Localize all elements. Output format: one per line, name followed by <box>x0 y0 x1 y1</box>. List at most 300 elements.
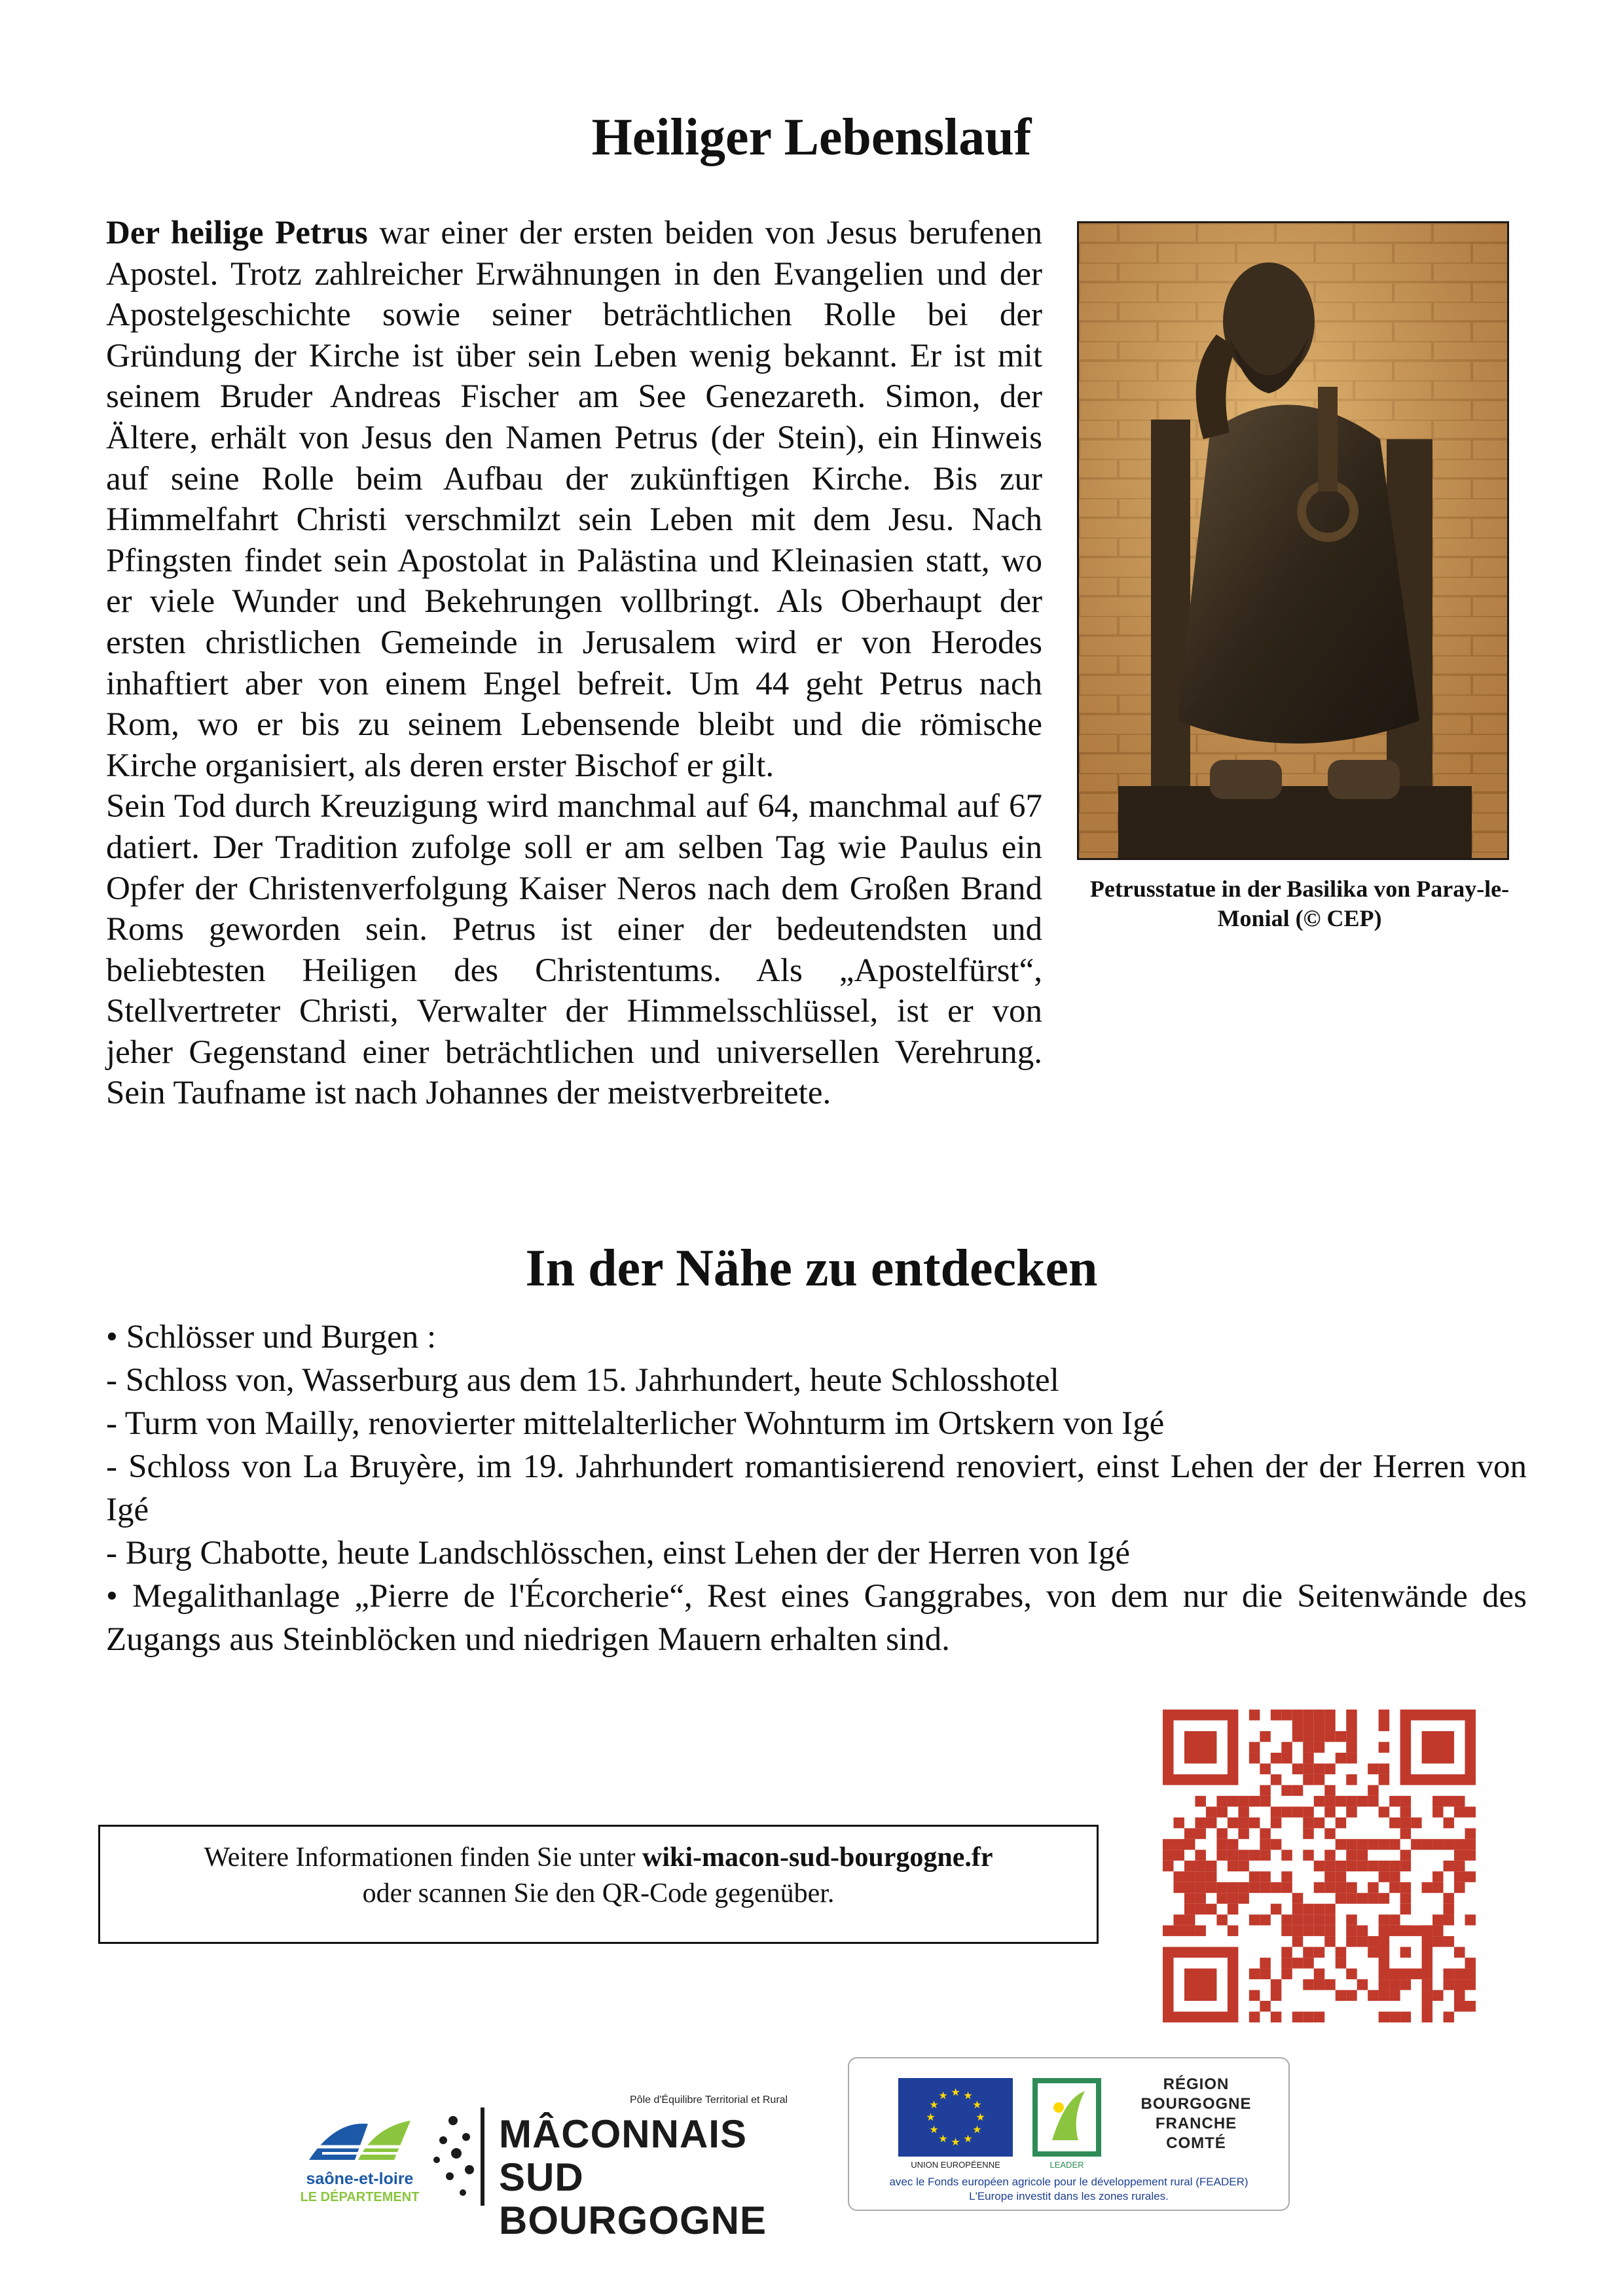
qr-module <box>1281 1871 1292 1882</box>
saone-et-loire-logo <box>296 2114 424 2206</box>
qr-module <box>1195 1861 1205 1871</box>
info-box <box>98 1825 1099 1944</box>
maconnais-line2: SUD BOURGOGNE <box>499 2155 767 2242</box>
qr-module <box>1346 1710 1357 1720</box>
qr-module <box>1281 1753 1292 1763</box>
qr-module <box>1444 1904 1454 1914</box>
qr-module <box>1260 1871 1270 1882</box>
qr-module <box>1389 1871 1400 1882</box>
qr-module <box>1444 2012 1454 2022</box>
region-line: RÉGION <box>1163 2075 1230 2093</box>
qr-module <box>1422 1882 1432 1893</box>
qr-module <box>1314 1882 1324 1893</box>
qr-module <box>1292 1893 1303 1903</box>
qr-module <box>1249 1742 1260 1752</box>
qr-module <box>1324 1731 1335 1742</box>
qr-module <box>1454 2001 1465 2011</box>
qr-module <box>1216 1850 1227 1860</box>
qr-module <box>1303 1979 1313 1990</box>
eu-star-icon: ★ <box>929 2125 939 2136</box>
qr-module <box>1357 1861 1368 1871</box>
qr-module <box>1195 1893 1205 1903</box>
qr-module <box>1400 1882 1411 1893</box>
qr-module <box>1228 1796 1238 1806</box>
qr-module <box>1454 1871 1465 1882</box>
qr-module <box>1216 1893 1227 1903</box>
qr-module <box>1444 1818 1454 1828</box>
qr-module <box>1454 1861 1465 1871</box>
qr-module <box>1400 2012 1411 2022</box>
qr-module <box>1324 1882 1335 1893</box>
region-logo <box>1124 2075 1268 2153</box>
qr-module <box>1292 1785 1303 1795</box>
nearby-list <box>106 1316 1527 1661</box>
info-line-2: oder scannen Sie den QR-Code gegenüber. <box>362 1878 835 1909</box>
qr-module <box>1400 1979 1411 1990</box>
qr-module <box>1465 1806 1476 1817</box>
qr-module <box>1400 1861 1411 1871</box>
qr-module <box>1281 1926 1292 1936</box>
qr-module <box>1336 1818 1346 1828</box>
qr-module <box>1454 1850 1465 1860</box>
qr-module <box>1368 1763 1378 1774</box>
qr-module <box>1260 1850 1270 1860</box>
qr-module <box>1303 1828 1313 1839</box>
qr-module <box>1303 1720 1313 1731</box>
eu-star-icon: ★ <box>963 2133 973 2145</box>
qr-module <box>1271 1818 1281 1828</box>
qr-module <box>1271 1774 1281 1785</box>
qr-module <box>1184 1731 1216 1763</box>
qr-module <box>1400 1947 1411 1958</box>
qr-module <box>1379 1914 1389 1925</box>
qr-module <box>1195 1871 1205 1882</box>
qr-module <box>1163 1926 1173 1936</box>
qr-module <box>1260 1785 1270 1795</box>
qr-module <box>1303 1753 1313 1763</box>
eu-star-icon: ★ <box>951 2137 960 2148</box>
qr-module <box>1379 1806 1389 1817</box>
qr-module <box>1346 1861 1357 1871</box>
qr-module <box>1324 1828 1335 1839</box>
nearby-title: In der Nähe zu entdecken <box>525 1240 1098 1297</box>
qr-module <box>1379 1839 1389 1850</box>
list-item: - Turm von Mailly, renovierter mittelalterlicher Wohnturm im Ortskern von Igé <box>106 1405 1165 1442</box>
qr-module <box>1379 1893 1389 1903</box>
qr-module <box>1238 1806 1249 1817</box>
saone-name: saône-et-loire <box>306 2170 414 2188</box>
qr-module <box>1271 1806 1281 1817</box>
qr-module <box>1173 1839 1184 1850</box>
qr-module <box>1368 1785 1378 1795</box>
qr-module <box>1314 1731 1324 1742</box>
qr-module <box>1411 1839 1421 1850</box>
maconnais-line1: MÂCONNAIS <box>499 2112 747 2156</box>
qr-module <box>1357 1926 1368 1936</box>
qr-module <box>1281 1850 1292 1860</box>
qr-module <box>1249 1796 1260 1806</box>
qr-module <box>1368 1990 1378 2001</box>
qr-module <box>1368 1861 1378 1871</box>
region-line: COMTÉ <box>1166 2134 1226 2152</box>
qr-module <box>1173 1882 1184 1893</box>
qr-module <box>1379 2012 1389 2022</box>
qr-module <box>1314 1914 1324 1925</box>
qr-module <box>1346 1969 1357 1979</box>
eu-star-icon: ★ <box>972 2125 982 2136</box>
qr-module <box>1454 1947 1465 1958</box>
qr-module <box>1324 1806 1335 1817</box>
qr-module <box>1411 1818 1421 1828</box>
maconnais-logo <box>427 2088 833 2242</box>
qr-module <box>1184 1839 1195 1850</box>
qr-module <box>1281 1785 1292 1795</box>
qr-module <box>1357 1893 1368 1903</box>
qr-module <box>1195 1796 1205 1806</box>
qr-module <box>1432 1839 1443 1850</box>
qr-module <box>1249 1990 1260 2001</box>
qr-module <box>1260 1828 1270 1839</box>
qr-module <box>1184 1828 1195 1839</box>
eu-star-icon: ★ <box>963 2090 973 2102</box>
qr-module <box>1379 1720 1389 1731</box>
qr-module <box>1271 1839 1281 1850</box>
qr-module <box>1454 1839 1465 1850</box>
qr-module <box>1346 1839 1357 1850</box>
page-title: Heiliger Lebenslauf <box>591 109 1032 166</box>
qr-module <box>1314 1710 1324 1720</box>
qr-module <box>1292 1763 1303 1774</box>
qr-module <box>1281 1742 1292 1752</box>
qr-module <box>1303 1958 1313 1968</box>
qr-module <box>1249 1710 1260 1720</box>
qr-module <box>1465 1850 1476 1860</box>
qr-module <box>1163 1839 1173 1850</box>
qr-module <box>1260 1796 1270 1806</box>
qr-module <box>1303 1742 1313 1752</box>
qr-module <box>1271 1979 1281 1990</box>
qr-module <box>1216 1839 1227 1850</box>
qr-module <box>1271 1990 1281 2001</box>
qr-module <box>1303 1947 1313 1958</box>
qr-module <box>1173 1818 1184 1828</box>
qr-module <box>1228 1861 1238 1871</box>
qr-module <box>1271 1753 1281 1763</box>
qr-module <box>1379 1710 1389 1720</box>
eu-star-icon: ★ <box>938 2133 948 2145</box>
qr-module <box>1400 1850 1411 1860</box>
qr-module <box>1432 1914 1443 1925</box>
qr-module <box>1324 1871 1335 1882</box>
qr-module <box>1346 1742 1357 1752</box>
qr-module <box>1368 1796 1378 1806</box>
qr-module <box>1271 1904 1281 1914</box>
eu-star-icon: ★ <box>976 2112 985 2123</box>
qr-module <box>1238 1861 1249 1871</box>
qr-module <box>1454 1969 1465 1979</box>
qr-module <box>1324 1936 1335 1946</box>
qr-module <box>1184 1926 1195 1936</box>
qr-module <box>1184 1871 1195 1882</box>
qr-module <box>1346 1806 1357 1817</box>
qr-module <box>1314 1796 1324 1806</box>
qr-module <box>1303 1904 1313 1914</box>
qr-module <box>1379 1979 1389 1990</box>
qr-module <box>1281 1882 1292 1893</box>
qr-module <box>1303 1818 1313 1828</box>
qr-module <box>1238 1850 1249 1860</box>
qr-module <box>1228 1839 1238 1850</box>
qr-module <box>1249 1818 1260 1828</box>
qr-module <box>1249 1850 1260 1860</box>
qr-module <box>1336 1796 1346 1806</box>
qr-module <box>1324 1904 1335 1914</box>
qr-code[interactable] <box>1163 1710 1476 2022</box>
qr-module <box>1336 1893 1346 1903</box>
qr-module <box>1173 1850 1184 1860</box>
qr-module <box>1314 1742 1324 1752</box>
qr-module <box>1292 1710 1303 1720</box>
qr-module <box>1163 1850 1173 1860</box>
website-link[interactable]: wiki-macon-sud-bourgogne.fr <box>642 1842 993 1873</box>
qr-module <box>1195 1828 1205 1839</box>
leader-label: LEADER <box>1049 2160 1084 2170</box>
qr-module <box>1314 1720 1324 1731</box>
qr-module <box>1400 1806 1411 1817</box>
qr-module <box>1238 1882 1249 1893</box>
list-item: - Schloss von, Wasserburg aus dem 15. Jahrhundert, heute Schlosshotel <box>106 1362 1059 1399</box>
qr-module <box>1336 1731 1346 1742</box>
qr-module <box>1400 1828 1411 1839</box>
qr-module <box>1249 1914 1260 1925</box>
qr-module <box>1324 1850 1335 1860</box>
qr-module <box>1292 1731 1303 1742</box>
qr-module <box>1357 1850 1368 1860</box>
qr-module <box>1357 1839 1368 1850</box>
qr-module <box>1465 1828 1476 1839</box>
qr-module <box>1336 1871 1346 1882</box>
qr-module <box>1292 2012 1303 2022</box>
qr-module <box>1379 1742 1389 1752</box>
qr-module <box>1324 1720 1335 1731</box>
eu-fund-text: avec le Fonds européen agricole pour le développement rural (FEADER) <box>889 2176 1249 2188</box>
qr-module <box>1195 1818 1205 1828</box>
qr-module <box>1303 1926 1313 1936</box>
qr-module <box>1357 1936 1368 1946</box>
qr-module <box>1400 1818 1411 1828</box>
qr-module <box>1314 1763 1324 1774</box>
qr-module <box>1292 1936 1303 1946</box>
qr-module <box>1249 1753 1260 1763</box>
qr-module <box>1336 1990 1346 2001</box>
qr-module <box>1249 2012 1260 2022</box>
qr-module <box>1346 1914 1357 1925</box>
biography-paragraph-1 <box>106 213 1042 786</box>
qr-module <box>1444 1969 1454 1979</box>
qr-module <box>1346 1990 1357 2001</box>
qr-module <box>1379 1861 1389 1871</box>
qr-module <box>1216 1882 1227 1893</box>
qr-module <box>1368 1947 1378 1958</box>
qr-module <box>1260 1731 1270 1742</box>
info-prefix: Weitere Informationen finden Sie unter <box>204 1842 642 1873</box>
qr-module <box>1432 1882 1443 1893</box>
qr-module <box>1368 1839 1378 1850</box>
qr-module <box>1389 1796 1400 1806</box>
qr-module <box>1379 1871 1389 1882</box>
qr-module <box>1206 1861 1216 1871</box>
qr-module <box>1454 1806 1465 1817</box>
eu-star-icon: ★ <box>951 2087 960 2098</box>
region-line: BOURGOGNE <box>1140 2095 1252 2113</box>
biography-paragraph-2: Sein Tod durch Kreuzigung wird manchmal auf 64, manchmal auf 67 datiert. Der Tradition zufolge soll er am selben Tag wie Paulus ein Opfer der Christenverfolgung Kaiser Neros nach dem Großen Brand Roms geworden sein. Petrus ist einer der bedeutendsten und beliebtesten Heiligen des Christentums. Als „Apostelfürst“, Stellvertreter Christi, Verwalter der Himmelsschlüssel, ist er von jeher Gegenstand einer beträchtlichen und universellen Verehrung. Sein Taufname ist nach Johannes der meistverbreitete. <box>106 788 1042 1112</box>
qr-module <box>1465 1914 1476 1925</box>
qr-module <box>1292 1806 1303 1817</box>
qr-module <box>1195 1926 1205 1936</box>
qr-module <box>1314 1926 1324 1936</box>
eu-fund-slogan: L'Europe investit dans les zones rurales. <box>969 2190 1169 2202</box>
qr-module <box>1303 1731 1313 1742</box>
qr-module <box>1444 1796 1454 1806</box>
qr-module <box>1173 1926 1184 1936</box>
qr-module <box>1444 1893 1454 1903</box>
qr-module <box>1238 1818 1249 1828</box>
qr-module <box>1314 1774 1324 1785</box>
qr-module <box>1281 1969 1292 1979</box>
qr-module <box>1314 1969 1324 1979</box>
qr-module <box>1336 1839 1346 1850</box>
qr-module <box>1454 1990 1465 2001</box>
qr-module <box>1271 2012 1281 2022</box>
qr-module <box>1454 1882 1465 1893</box>
qr-module <box>1389 1979 1400 1990</box>
qr-module <box>1303 1763 1313 1774</box>
qr-module <box>1389 1882 1400 1893</box>
qr-module <box>1422 1990 1432 2001</box>
qr-module <box>1422 1731 1454 1763</box>
qr-module <box>1422 2012 1432 2022</box>
qr-module <box>1465 2001 1476 2011</box>
qr-module <box>1292 1904 1303 1914</box>
qr-module <box>1389 1861 1400 1871</box>
qr-module <box>1357 1979 1368 1990</box>
qr-module <box>1346 1926 1357 1936</box>
qr-module <box>1216 1914 1227 1925</box>
qr-module <box>1346 1936 1357 1946</box>
qr-module <box>1303 2012 1313 2022</box>
qr-module <box>1260 1882 1270 1893</box>
qr-module <box>1324 1763 1335 1774</box>
qr-module <box>1368 1882 1378 1893</box>
qr-module <box>1336 1861 1346 1871</box>
qr-module <box>1292 1926 1303 1936</box>
qr-module <box>1324 1914 1335 1925</box>
saone-subtitle: LE DÉPARTEMENT <box>300 2190 420 2204</box>
eu-funding-logos <box>848 2057 1290 2211</box>
qr-module <box>1195 1904 1205 1914</box>
qr-module <box>1444 1861 1454 1871</box>
qr-module <box>1324 1710 1335 1720</box>
qr-module <box>1228 1882 1238 1893</box>
qr-module <box>1389 2012 1400 2022</box>
statue-photo <box>1077 221 1509 860</box>
eu-flag-icon <box>898 2078 1013 2157</box>
dots-emblem-icon <box>427 2108 486 2206</box>
qr-module <box>1444 1839 1454 1850</box>
qr-module <box>1249 1882 1260 1893</box>
qr-module <box>1216 1796 1227 1806</box>
eu-star-icon: ★ <box>926 2112 936 2123</box>
qr-module <box>1314 1979 1324 1990</box>
qr-module <box>1422 1839 1432 1850</box>
qr-module <box>1281 1914 1292 1925</box>
qr-module <box>1336 1958 1346 1968</box>
qr-module <box>1303 1774 1313 1785</box>
qr-module <box>1346 1774 1357 1785</box>
qr-module <box>1238 1828 1249 1839</box>
qr-module <box>1184 1914 1195 1925</box>
qr-module <box>1379 1774 1389 1785</box>
qr-module <box>1292 1958 1303 1968</box>
qr-module <box>1195 1882 1205 1893</box>
qr-module <box>1271 1882 1281 1893</box>
list-item: • Megalithanlage „Pierre de l'Écorcherie“, Rest eines Ganggrabes, von dem nur die Seitenwände des Zugangs aus Steinblöcken und niedrigen Mauern erhalten sind. <box>106 1578 1527 1658</box>
qr-module <box>1324 1861 1335 1871</box>
qr-module <box>1260 1914 1270 1925</box>
qr-module <box>1303 1850 1313 1860</box>
biography-paragraph-1-text: war einer der ersten beiden von Jesus berufenen Apostel. Trotz zahlreicher Erwähnungen in den Evangelien und der Apostelgeschichte sowie seiner beträchtlichen Rolle bei der Gründung der Kirche ist über sein Leben wenig bekannt. Er ist mit seinem Bruder Andreas Fischer am See Genezareth. Simon, der Ältere, erhält von Jesus den Namen Petrus (der Stein), ein Hinweis auf seine Rolle beim Aufbau der zukünftigen Kirche. Bis zur Himmelfahrt Christi verschmilzt sein Leben mit dem Jesu. Nach Pfingsten findet sein Apostolat in Palästina und Kleinasien statt, wo er viele Wunder und Bekehrungen vollbringt. Als Oberhaupt der ersten christlichen Gemeinde in Jerusalem wird er von Herodes inhaftiert aber von einem Engel befreit. Um 44 geht Petrus nach Rom, wo er bis zu seinem Lebensende bleibt und die römische Kirche organisiert, als deren erster Bischof er gilt. <box>106 215 1042 784</box>
qr-module <box>1444 1979 1454 1990</box>
qr-module <box>1444 1936 1454 1946</box>
qr-module <box>1281 1947 1292 1958</box>
qr-module <box>1379 1763 1389 1774</box>
qr-module <box>1292 1720 1303 1731</box>
qr-module <box>1400 1893 1411 1903</box>
photo-caption: Petrusstatue in der Basilika von Paray-le-Monial (© CEP) <box>1089 876 1510 931</box>
qr-module <box>1444 1914 1454 1925</box>
qr-module <box>1228 1904 1238 1914</box>
eu-star-icon: ★ <box>972 2100 982 2111</box>
qr-module <box>1314 1947 1324 1958</box>
qr-module <box>1292 1914 1303 1925</box>
qr-module <box>1314 2012 1324 2022</box>
qr-module <box>1389 1818 1400 1828</box>
qr-module <box>1346 1731 1357 1742</box>
qr-module <box>1173 1871 1184 1882</box>
qr-module <box>1368 1893 1378 1903</box>
biography-lead: Der heilige Petrus <box>106 215 368 251</box>
biography-text <box>106 213 1042 1114</box>
eu-star-icon: ★ <box>929 2100 939 2111</box>
qr-module <box>1432 1871 1443 1882</box>
qr-module <box>1260 2001 1270 2011</box>
qr-module <box>1260 1958 1270 1968</box>
qr-module <box>1357 1796 1368 1806</box>
eu-label: UNION EUROPÉENNE <box>911 2160 1000 2170</box>
qr-module <box>1389 1914 1400 1925</box>
qr-module <box>1206 1806 1216 1817</box>
qr-module <box>1184 1969 1216 2001</box>
qr-module <box>1432 1796 1443 1806</box>
qr-module <box>1173 1914 1184 1925</box>
qr-module <box>1324 1979 1335 1990</box>
qr-module <box>1281 1806 1292 1817</box>
qr-module <box>1184 1904 1195 1914</box>
qr-module <box>1336 1947 1346 1958</box>
qr-module <box>1346 1753 1357 1763</box>
qr-module <box>1324 1796 1335 1806</box>
list-item: - Burg Chabotte, heute Landschlösschen, einst Lehen der der Herren von Igé <box>106 1535 1130 1571</box>
